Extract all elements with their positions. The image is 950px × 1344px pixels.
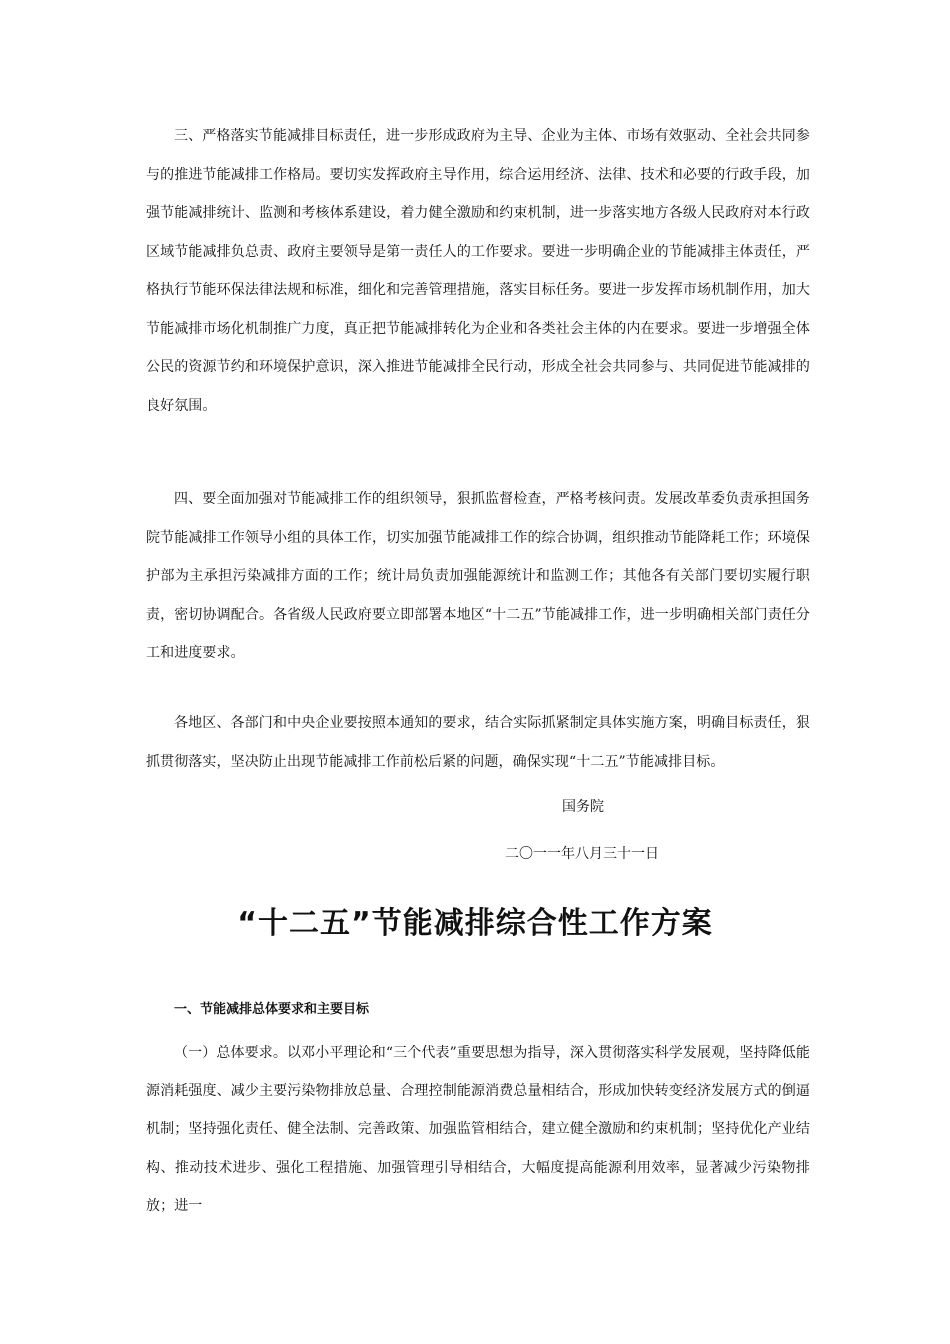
paragraph-general-requirements: （一）总体要求。以邓小平理论和“三个代表”重要思想为指导，深入贯彻落实科学发展观，坚持降低能源消耗强度、减少主要污染物排放总量、合理控制能源消费总量相结合，形成加快转变经济发展方式的倒逼机制；坚持强化责任、健全法制、完善政策、加强监管相结合，建立健全激励和约束机制；坚持优化产业结构、推动技术进步、强化工程措施、加强管理引导相结合，大幅度提高能源利用效率，显著减少污染物排放；进一 — [146, 1045, 810, 1214]
signature-organization: 国务院 — [562, 799, 604, 815]
signature-date: 二〇一一年八月三十一日 — [505, 846, 659, 862]
paragraph-responsibility: 三、严格落实节能减排目标责任，进一步形成政府为主导、企业为主体、市场有效驱动、全社会共同参与的推进节能减排工作格局。要切实发挥政府主导作用，综合运用经济、法律、技术和必要的行政手段，加强节能减排统计、监测和考核体系建设，着力健全激励和约束机制，进一步落实地方各级人民政府对本行政区域节能减排负总责、政府主要领导是第一责任人的工作要求。要进一步明确企业的节能减排主体责任，严格执行节能环保法律法规和标准，细化和完善管理措施，落实目标任务。要进一步发挥市场机制作用，加大节能减排市场化机制推广力度，真正把节能减排转化为企业和各类社会主体的内在要求。要进一步增强全体公民的资源节约和环境保护意识，深入推进节能减排全民行动，形成全社会共同参与、共同促进节能减排的良好氛围。 — [146, 128, 810, 414]
section-heading: 一、节能减排总体要求和主要目标 — [174, 1002, 370, 1017]
paragraph-leadership: 四、要全面加强对节能减排工作的组织领导，狠抓监督检查，严格考核问责。发展改革委负责承担国务院节能减排工作领导小组的具体工作，切实加强节能减排工作的综合协调，组织推动节能降耗工作；环境保护部为主承担污染减排方面的工作；统计局负责加强能源统计和监测工作；其他各有关部门要切实履行职责，密切协调配合。各省级人民政府要立即部署本地区“十二五”节能减排工作，进一步明确相关部门责任分工和进度要求。 — [146, 491, 810, 661]
paragraph-implementation: 各地区、各部门和中央企业要按照本通知的要求，结合实际抓紧制定具体实施方案，明确目标责任，狠抓贯彻落实，坚决防止出现节能减排工作前松后紧的问题，确保实现“十二五”节能减排目标。 — [146, 715, 810, 770]
document-title: “十二五”节能减排综合性工作方案 — [237, 906, 713, 941]
